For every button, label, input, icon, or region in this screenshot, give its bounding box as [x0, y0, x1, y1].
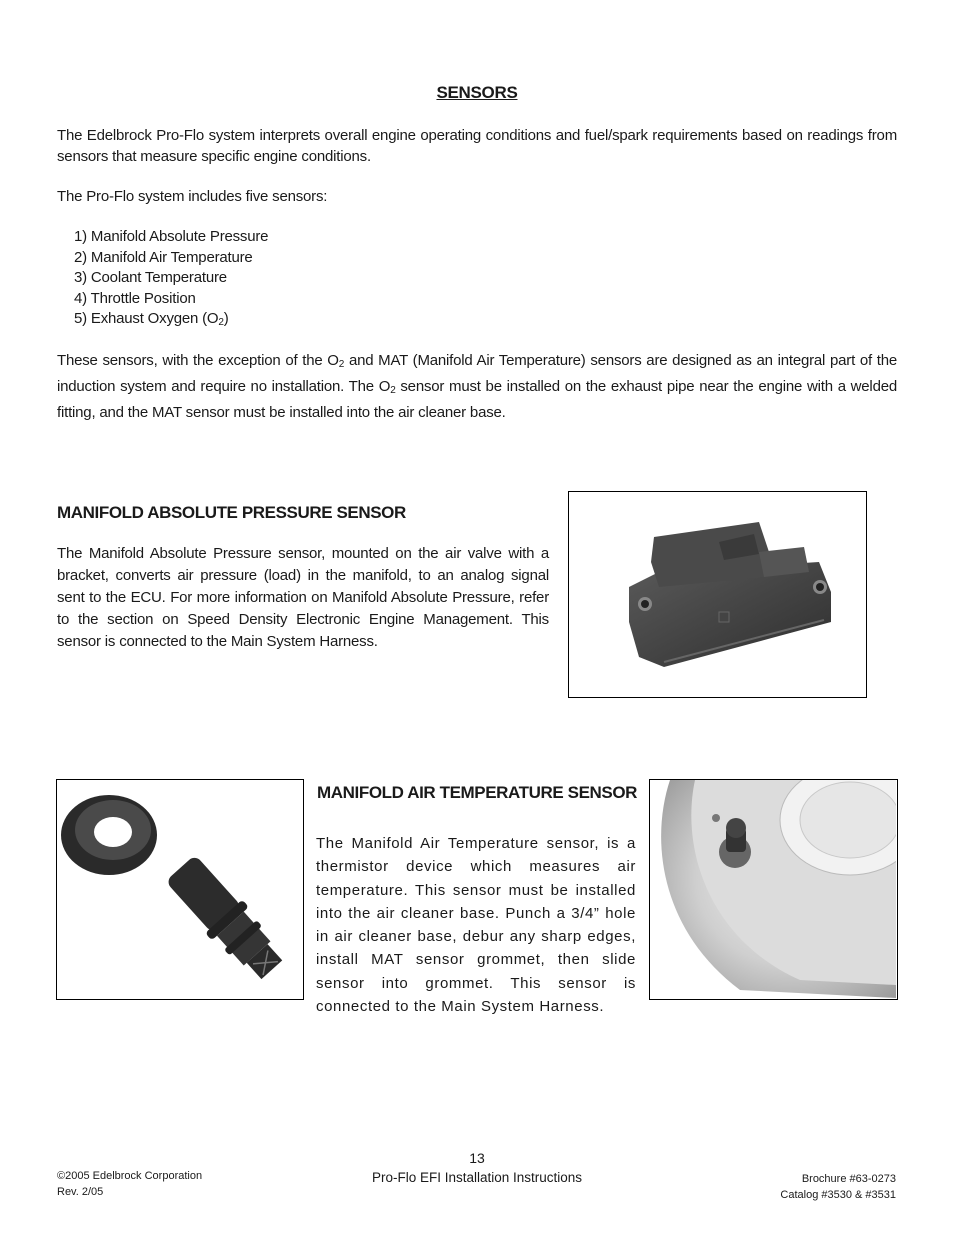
sensors-intro: The Edelbrock Pro-Flo system interprets overall engine operating conditions and fuel/spark requirements based on readings from sensors that measure specific engine conditions.: [57, 127, 897, 165]
subscript: 2: [218, 317, 224, 328]
sensors-note: [57, 350, 897, 424]
list-item: [74, 308, 268, 329]
air-cleaner-illustration: [650, 780, 896, 998]
note-text-2: and MAT (Manifold Air Temperature) sensors are designed as an integral part of the induction system and require no installation. The O: [57, 352, 898, 395]
list-item: 1) Manifold Absolute Pressure: [74, 228, 269, 245]
brochure-number: Brochure #63-0273: [801, 1173, 896, 1185]
subscript: 2: [338, 359, 345, 370]
map-sensor-photo: [568, 491, 867, 698]
list-item: 3) Coolant Temperature: [74, 269, 227, 286]
air-cleaner-photo: [649, 779, 898, 1000]
note-text-3: sensor must be installed on the exhaust pipe near the engine with a welded fitting, and the MAT sensor must be installed into the air cleaner base.: [57, 378, 897, 421]
mat-body: The Manifold Air Temperature sensor, is a thermistor device which measures air temperature. This sensor must be installed into the air cleaner base. Punch a 3/4” hole in air cleaner base, debur any sharp edges, install MAT sensor grommet, then slide sensor into grommet. This sensor is connected to the Main System Harness.: [316, 835, 636, 1016]
doc-title: Pro-Flo EFI Installation Instructions: [371, 1170, 583, 1185]
subscript: 2: [390, 385, 396, 396]
list-item-text: 5) Exhaust Oxygen (O: [74, 310, 219, 327]
copyright: ©2005 Edelbrock Corporation: [57, 1170, 203, 1182]
revision: Rev. 2/05: [57, 1186, 104, 1198]
list-item-tail: ): [223, 310, 229, 327]
mat-sensor-illustration: [57, 780, 302, 998]
sensors-list-intro: The Pro-Flo system includes five sensors:: [57, 188, 328, 205]
list-item: 2) Manifold Air Temperature: [74, 248, 253, 266]
mat-heading: MANIFOLD AIR TEMPERATURE SENSOR: [317, 783, 638, 802]
sensors-title: SENSORS: [436, 83, 518, 102]
list-item: 4) Throttle Position: [74, 289, 196, 307]
mat-sensor-grommet-photo: [56, 779, 304, 1000]
map-heading: MANIFOLD ABSOLUTE PRESSURE SENSOR: [57, 503, 406, 522]
catalog-number: Catalog #3530 & #3531: [780, 1189, 896, 1201]
map-body: The Manifold Absolute Pressure sensor, mounted on the air valve with a bracket, converts air pressure (load) in the manifold, to an analog signal sent to the ECU. For more information on Manifold Absolute Pressure, refer to the section on Speed Density Electronic Engine Management. This sensor is connected to the Main System Harness.: [57, 545, 549, 650]
map-sensor-illustration: [569, 492, 865, 696]
sensor-list: [74, 226, 268, 329]
note-text-1: These sensors, with the exception of the O: [57, 352, 339, 369]
page-number: 13: [469, 1150, 485, 1166]
